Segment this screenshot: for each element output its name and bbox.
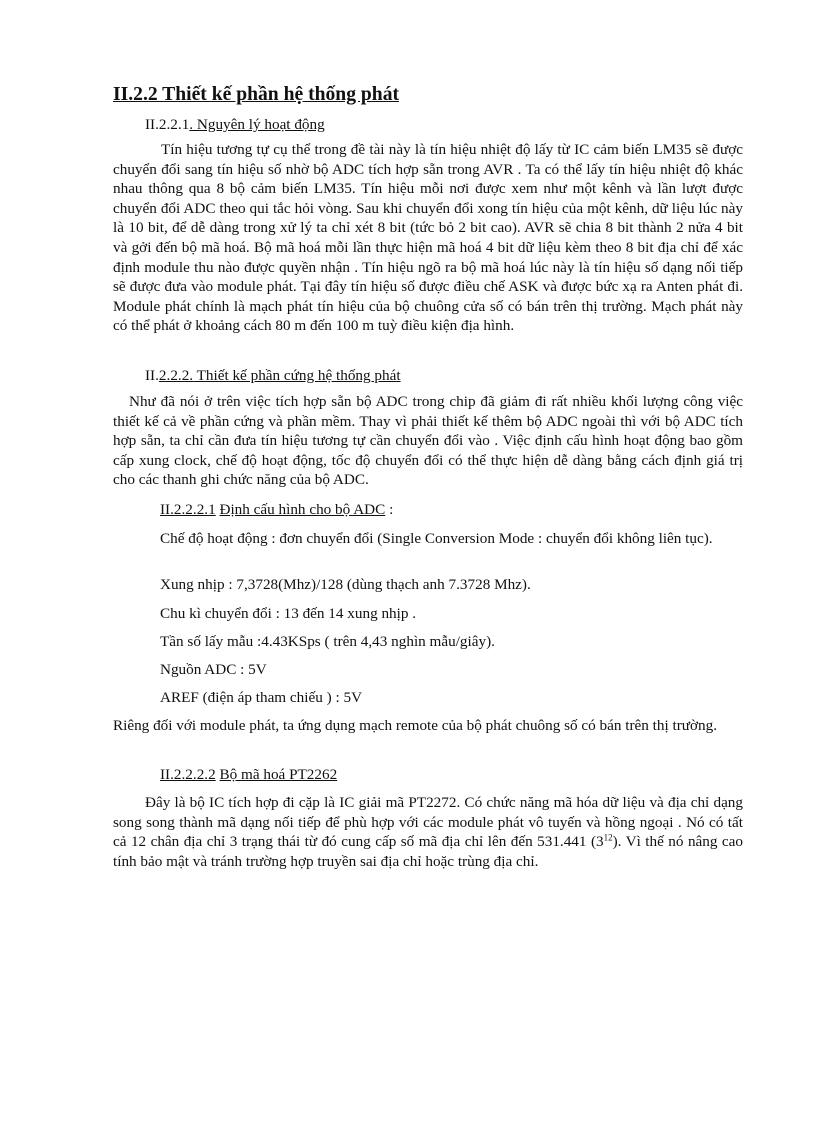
adc-config-item: AREF (điện áp tham chiếu ) : 5V	[160, 689, 363, 706]
hardware-paragraph: Như đã nói ở trên việc tích hợp sẵn bộ ADC trong chip đã giảm đi rất nhiều khối lượng công việc thiết kế cả về phần cứng và phần mềm. Thay vì phải thiết kế thêm bộ ADC ngoài thì với bộ ADC tích hợp sẵn, ta chỉ cần đưa tín hiệu tương tự cần chuyển đổi vào . Việc định cấu hình hoạt động bao gồm cấp xung clock, chế độ hoạt động, tốc độ chuyển đổi có thể thực hiện dễ dàng bằng cách định giá trị cho các thanh ghi chức năng của bộ ADC.	[113, 393, 743, 489]
exponent: 12	[603, 832, 613, 843]
subsection-number: 2.2.2.	[158, 367, 194, 384]
section-heading: II.2.2 Thiết kế phần hệ thống phát	[113, 84, 400, 105]
subsubsection-heading-adc-config: II.2.2.2.1 Định cấu hình cho bộ ADC :	[160, 501, 394, 518]
subsubsection-number: II.2.2.2.2	[160, 766, 216, 783]
subsection-title: . Nguyên lý hoạt động	[189, 116, 325, 133]
subsubsection-title: Định cấu hình cho bộ ADC	[219, 501, 386, 518]
encoder-paragraph: Đây là bộ IC tích hợp đi cặp là IC giải mã PT2272. Có chức năng mã hóa dữ liệu và địa chỉ dạng song song thành mã dạng nối tiếp để phù hợp với các module phát vô tuyến và hồng ngoại . Nó có tất cả 12 chân địa chỉ 3 trạng thái từ đó cung cấp số mã địa chỉ lên đến 531.441 $(3^{12})$. Vì thế nó nâng cao tính bảo mật và tránh trường hợp truyền sai địa chỉ hoặc trùng địa chỉ.	[113, 794, 744, 870]
subsection-heading-principle	[145, 115, 325, 135]
subsubsection-number: II.2.2.2.1	[160, 501, 216, 518]
adc-config-item: Chu kì chuyển đổi : 13 đến 14 xung nhịp .	[160, 605, 417, 622]
subsection-title: Thiết kế phần cứng hệ thống phát	[193, 367, 401, 384]
subsection-number-prefix: II.	[145, 367, 159, 384]
adc-config-item: Chế độ hoạt động : đơn chuyển đổi (Single Conversion Mode : chuyển đổi không liên tục).	[160, 530, 713, 547]
adc-config-item: Tần số lấy mẫu :4.43KSps ( trên 4,43 nghìn mẫu/giây).	[160, 633, 495, 650]
subsubsection-heading-encoder	[160, 765, 337, 785]
subsection-heading-hardware	[145, 366, 401, 386]
adc-config-item: Xung nhịp : 7,3728(Mhz)/128 (dùng thạch anh 7.3728 Mhz).	[160, 576, 531, 593]
module-paragraph: Riêng đối với module phát, ta ứng dụng mạch remote của bộ phát chuông số có bán trên thị trường.	[113, 717, 718, 734]
principle-paragraph: Tín hiệu tương tự cụ thể trong đề tài này là tín hiệu nhiệt độ lấy từ IC cảm biến LM35 sẽ được chuyển đổi sang tín hiệu số nhờ bộ ADC tích hợp sẵn trong AVR . Ta có thể lấy tín hiệu nhiệt độ khác nhau thông qua 8 bộ cảm biến LM35. Tín hiệu mỗi nơi được xem như một kênh và lần lượt được chuyển đổi ADC theo qui tắc hỏi vòng. Sau khi chuyển đổi xong tín hiệu của một kênh, dữ liệu lúc này là 10 bit, để dễ dàng trong xử lý ta chỉ xét 8 bit (tức bỏ 2 bit cao). AVR sẽ chia 8 bit thành 2 nửa 4 bit và gởi đến bộ mã hoá. Bộ mã hoá mỗi lần thực hiện mã hoá 4 bit dữ liệu kèm theo 8 bit địa chỉ để xác định module thu nào được quyền nhận . Tín hiệu ngõ ra bộ mã hoá lúc này là tín hiệu số dạng nối tiếp sẽ được đưa vào module phát. Tại đây tín hiệu số được điều chế ASK và được bức xạ ra Anten phát đi. Module phát chính là mạch phát tín hiệu của bộ chuông cửa số có bán trên thị trường. Mạch phát này có thể phát ở khoảng cách 80 m đến 100 m tuỳ điều kiện địa hình.	[113, 141, 743, 335]
subsection-number: II.2.2.1	[145, 116, 190, 133]
subsubsection-title: Bộ mã hoá PT2262	[219, 766, 338, 783]
adc-config-item: Nguồn ADC : 5V	[160, 661, 267, 678]
